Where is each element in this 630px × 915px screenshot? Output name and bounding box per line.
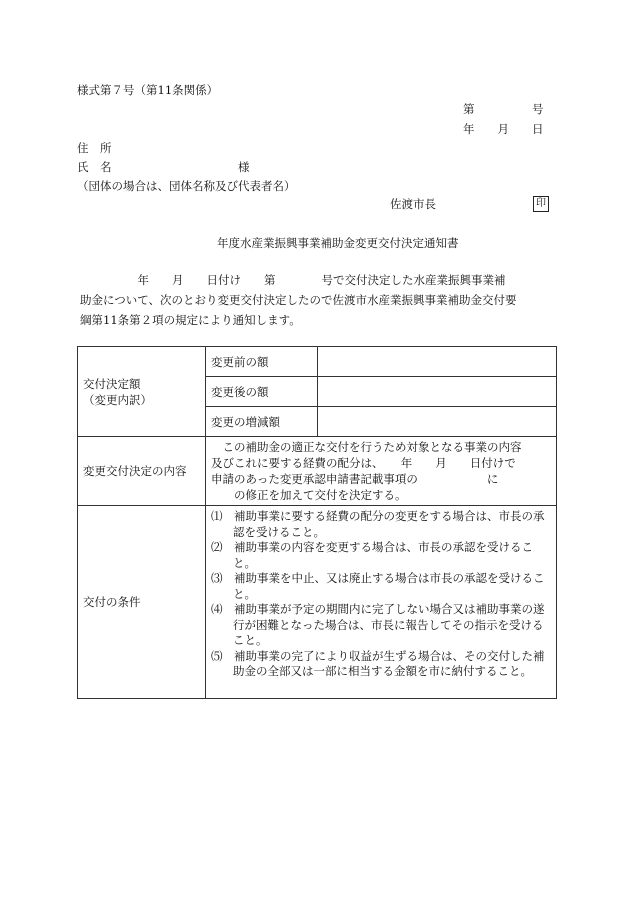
conditions-cell [206,506,557,699]
body-line-2: 助金について、次のとおり変更交付決定したので佐渡市水産業振興事業補助金交付要 [80,293,517,307]
amount-sublabel: （変更内訳） [83,392,152,407]
after-amount-label: 変更後の額 [206,377,318,407]
body-line-3: 綱第11条第２項の規定により通知します。 [80,313,301,327]
diff-amount-value [318,407,557,437]
address-label: 住 所 [77,141,112,155]
body-line-1: 年 月 日付け 第 号で交付決定した水産業振興事業補 [80,273,506,287]
conditions-label: 交付の条件 [78,506,206,699]
honorific: 様 [238,160,250,174]
diff-amount-label: 変更の増減額 [206,407,318,437]
condition-item: ⑸ 補助事業の完了により収益が生ずる場合は、その交付した補助金の全部又は一部に相当する金額を市に納付すること。 [211,648,545,678]
organization-note: （団体の場合は、団体名称及び代表者名） [77,179,296,193]
amount-label-cell [78,347,206,437]
document-number: 第 号 [463,102,544,116]
content-line: 申請のあった変更承認申請書記載事項の に [211,472,499,486]
document-date: 年 月 日 [463,122,544,136]
body-paragraph [80,270,555,330]
amount-label: 交付決定額 [83,376,141,391]
content-line: この補助金の適正な交付を行うため対象となる事業の内容 [211,440,522,454]
document-title: 年度水産業振興事業補助金変更交付決定通知書 [217,236,459,250]
content-cell [206,437,557,506]
form-number: 様式第７号（第11条関係） [77,83,219,97]
content-label: 変更交付決定の内容 [78,437,206,506]
condition-item: ⑷ 補助事業が予定の期間内に完了しない場合又は補助事業の遂行が困難となった場合は、市長に報告してその指示を受けること。 [211,602,545,647]
before-amount-value [318,347,557,377]
after-amount-value [318,377,557,407]
content-line: の修正を加えて交付を決定する。 [211,488,407,502]
name-label: 氏 名 [77,160,112,174]
condition-item: ⑴ 補助事業に要する経費の配分の変更をする場合は、市長の承認を受けること。 [211,509,545,539]
seal-mark: 印 [533,196,549,212]
before-amount-label: 変更前の額 [206,347,318,377]
content-line: 及びこれに要する経費の配分は、 年 月 日付けで [211,456,516,470]
decision-table [77,346,557,699]
condition-item: ⑵ 補助事業の内容を変更する場合は、市長の承認を受けること。 [211,540,533,570]
condition-item: ⑶ 補助事業を中止、又は廃止する場合は市長の承認を受けること。 [211,571,545,601]
issuer-name: 佐渡市長 [390,197,436,211]
